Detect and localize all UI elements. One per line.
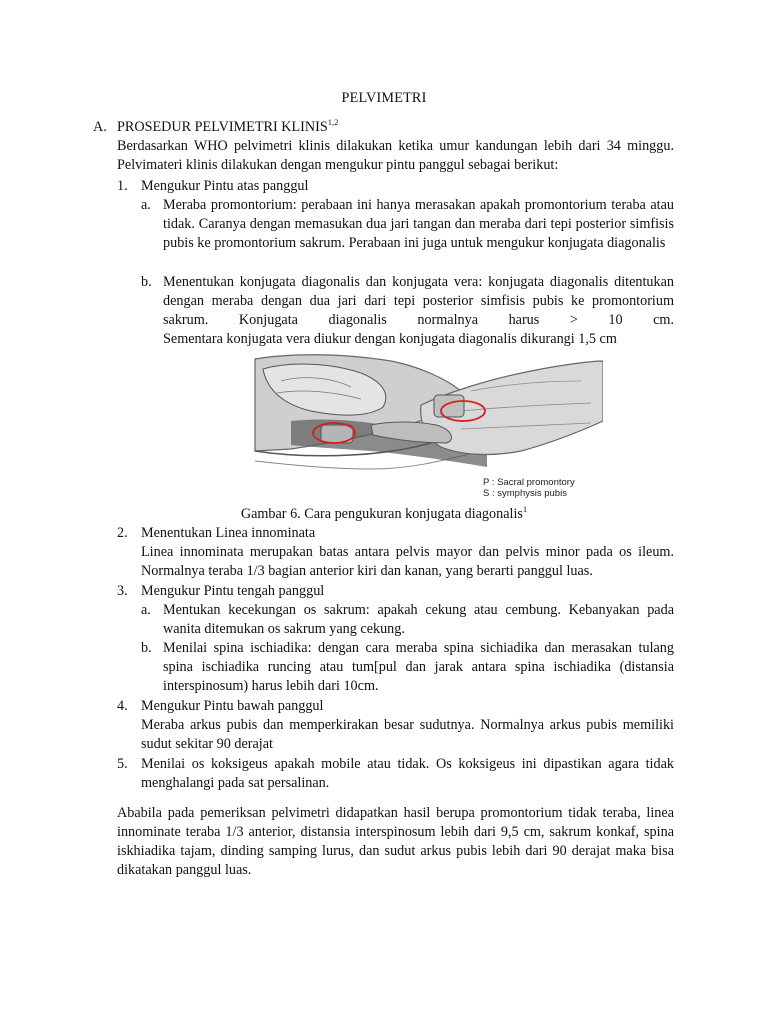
item-title: Mengukur Pintu atas panggul xyxy=(141,178,309,194)
figure-caption-ref: 1 xyxy=(522,504,528,514)
subitem-text: Mentukan kecekungan os sakrum: apakah cekung atau cembung. Kebanyakan pada wanita ditemukan os sakrum yang cekung. xyxy=(163,602,674,637)
subitem-letter: b. xyxy=(141,640,152,656)
item-number: 5. xyxy=(117,756,128,772)
subitem-text: Menilai spina ischiadika: dengan cara meraba spina sichiadika dan merasakan tulang spina ischiadika runcing atau tum[pul dan jarak antara spina ischiadika (distansia interspinosum) harus lebih dari 10cm. xyxy=(163,640,674,694)
subitem-text: Menentukan konjugata diagonalis dan konjugata vera: konjugata diagonalis ditentukan dengan meraba dengan dua jari dari tepi posterior simfisis pubis ke promontorium sakrum. Konjugata diagonalis normalnya harus > 10 cm. xyxy=(163,274,674,328)
legend-sacral-promontory: P : Sacral promontory xyxy=(483,477,575,488)
section-letter: A. xyxy=(93,119,107,135)
item-number: 4. xyxy=(117,698,128,714)
figure-caption xyxy=(0,505,768,524)
subitem-letter: a. xyxy=(141,197,151,213)
section-heading xyxy=(93,118,693,137)
conclusion-paragraph: Ababila pada pemeriksan pelvimetri didapatkan hasil berupa promontorium tidak teraba, linea innominate teraba 1/3 anterior, distansia interspinosum lebih dari 9,5 cm, sakrum konkaf, spina iskhiadika tajam, dinding samping lurus, dan sudut arkus pubis lebih dari 90 derajat maka bisa dikatakan panggul luas. xyxy=(117,805,674,878)
item-body: Menilai os koksigeus apakah mobile atau tidak. Os koksigeus ini dipastikan agara tidak menghalangi pada sat persalinan. xyxy=(141,756,674,791)
subitem-letter: b. xyxy=(141,274,152,290)
subitem-text-continued: Sementara konjugata vera diukur dengan konjugata diagonalis dikurangi 1,5 cm xyxy=(163,331,617,347)
item-number: 1. xyxy=(117,178,128,194)
section-heading-ref: 1,2 xyxy=(327,117,339,127)
figure-caption-text: Gambar 6. Cara pengukuran konjugata diagonalis xyxy=(240,506,523,522)
pelvimetry-illustration xyxy=(251,351,603,501)
page-title: PELVIMETRI xyxy=(341,90,427,106)
item-title: Mengukur Pintu tengah panggul xyxy=(141,583,325,599)
item-body: Meraba arkus pubis dan memperkirakan besar sudutnya. Normalnya arkus pubis memiliki sudut sekitar 90 derajat xyxy=(141,717,674,752)
subitem-letter: a. xyxy=(141,602,151,618)
section-intro: Berdasarkan WHO pelvimetri klinis dilakukan ketika umur kandungan lebih dari 34 minggu. Pelvimateri klinis dilakukan dengan mengukur pintu panggul sebagai berikut: xyxy=(117,138,674,173)
subitem-text: Meraba promontorium: perabaan ini hanya merasakan apakah promontorium teraba atau tidak. Caranya dengan memasukan dua jari tangan dan meraba dari tepi posterior simfisis pubis ke promontorium sakrum. Perabaan ini juga untuk mengukur konjugata diagonalis xyxy=(163,197,674,251)
section-heading-text: PROSEDUR PELVIMETRI KLINIS xyxy=(117,119,328,135)
item-number: 3. xyxy=(117,583,128,599)
item-title: Menentukan Linea innominata xyxy=(141,525,316,541)
item-number: 2. xyxy=(117,525,128,541)
pelvimetry-figure xyxy=(251,351,603,501)
item-body: Linea innominata merupakan batas antara pelvis mayor dan pelvis minor pada os ileum. Normalnya teraba 1/3 bagian anterior kiri dan kanan, yang berarti panggul luas. xyxy=(141,544,674,579)
legend-symphysis-pubis: S : symphysis pubis xyxy=(483,488,567,499)
item-title: Mengukur Pintu bawah panggul xyxy=(141,698,324,714)
